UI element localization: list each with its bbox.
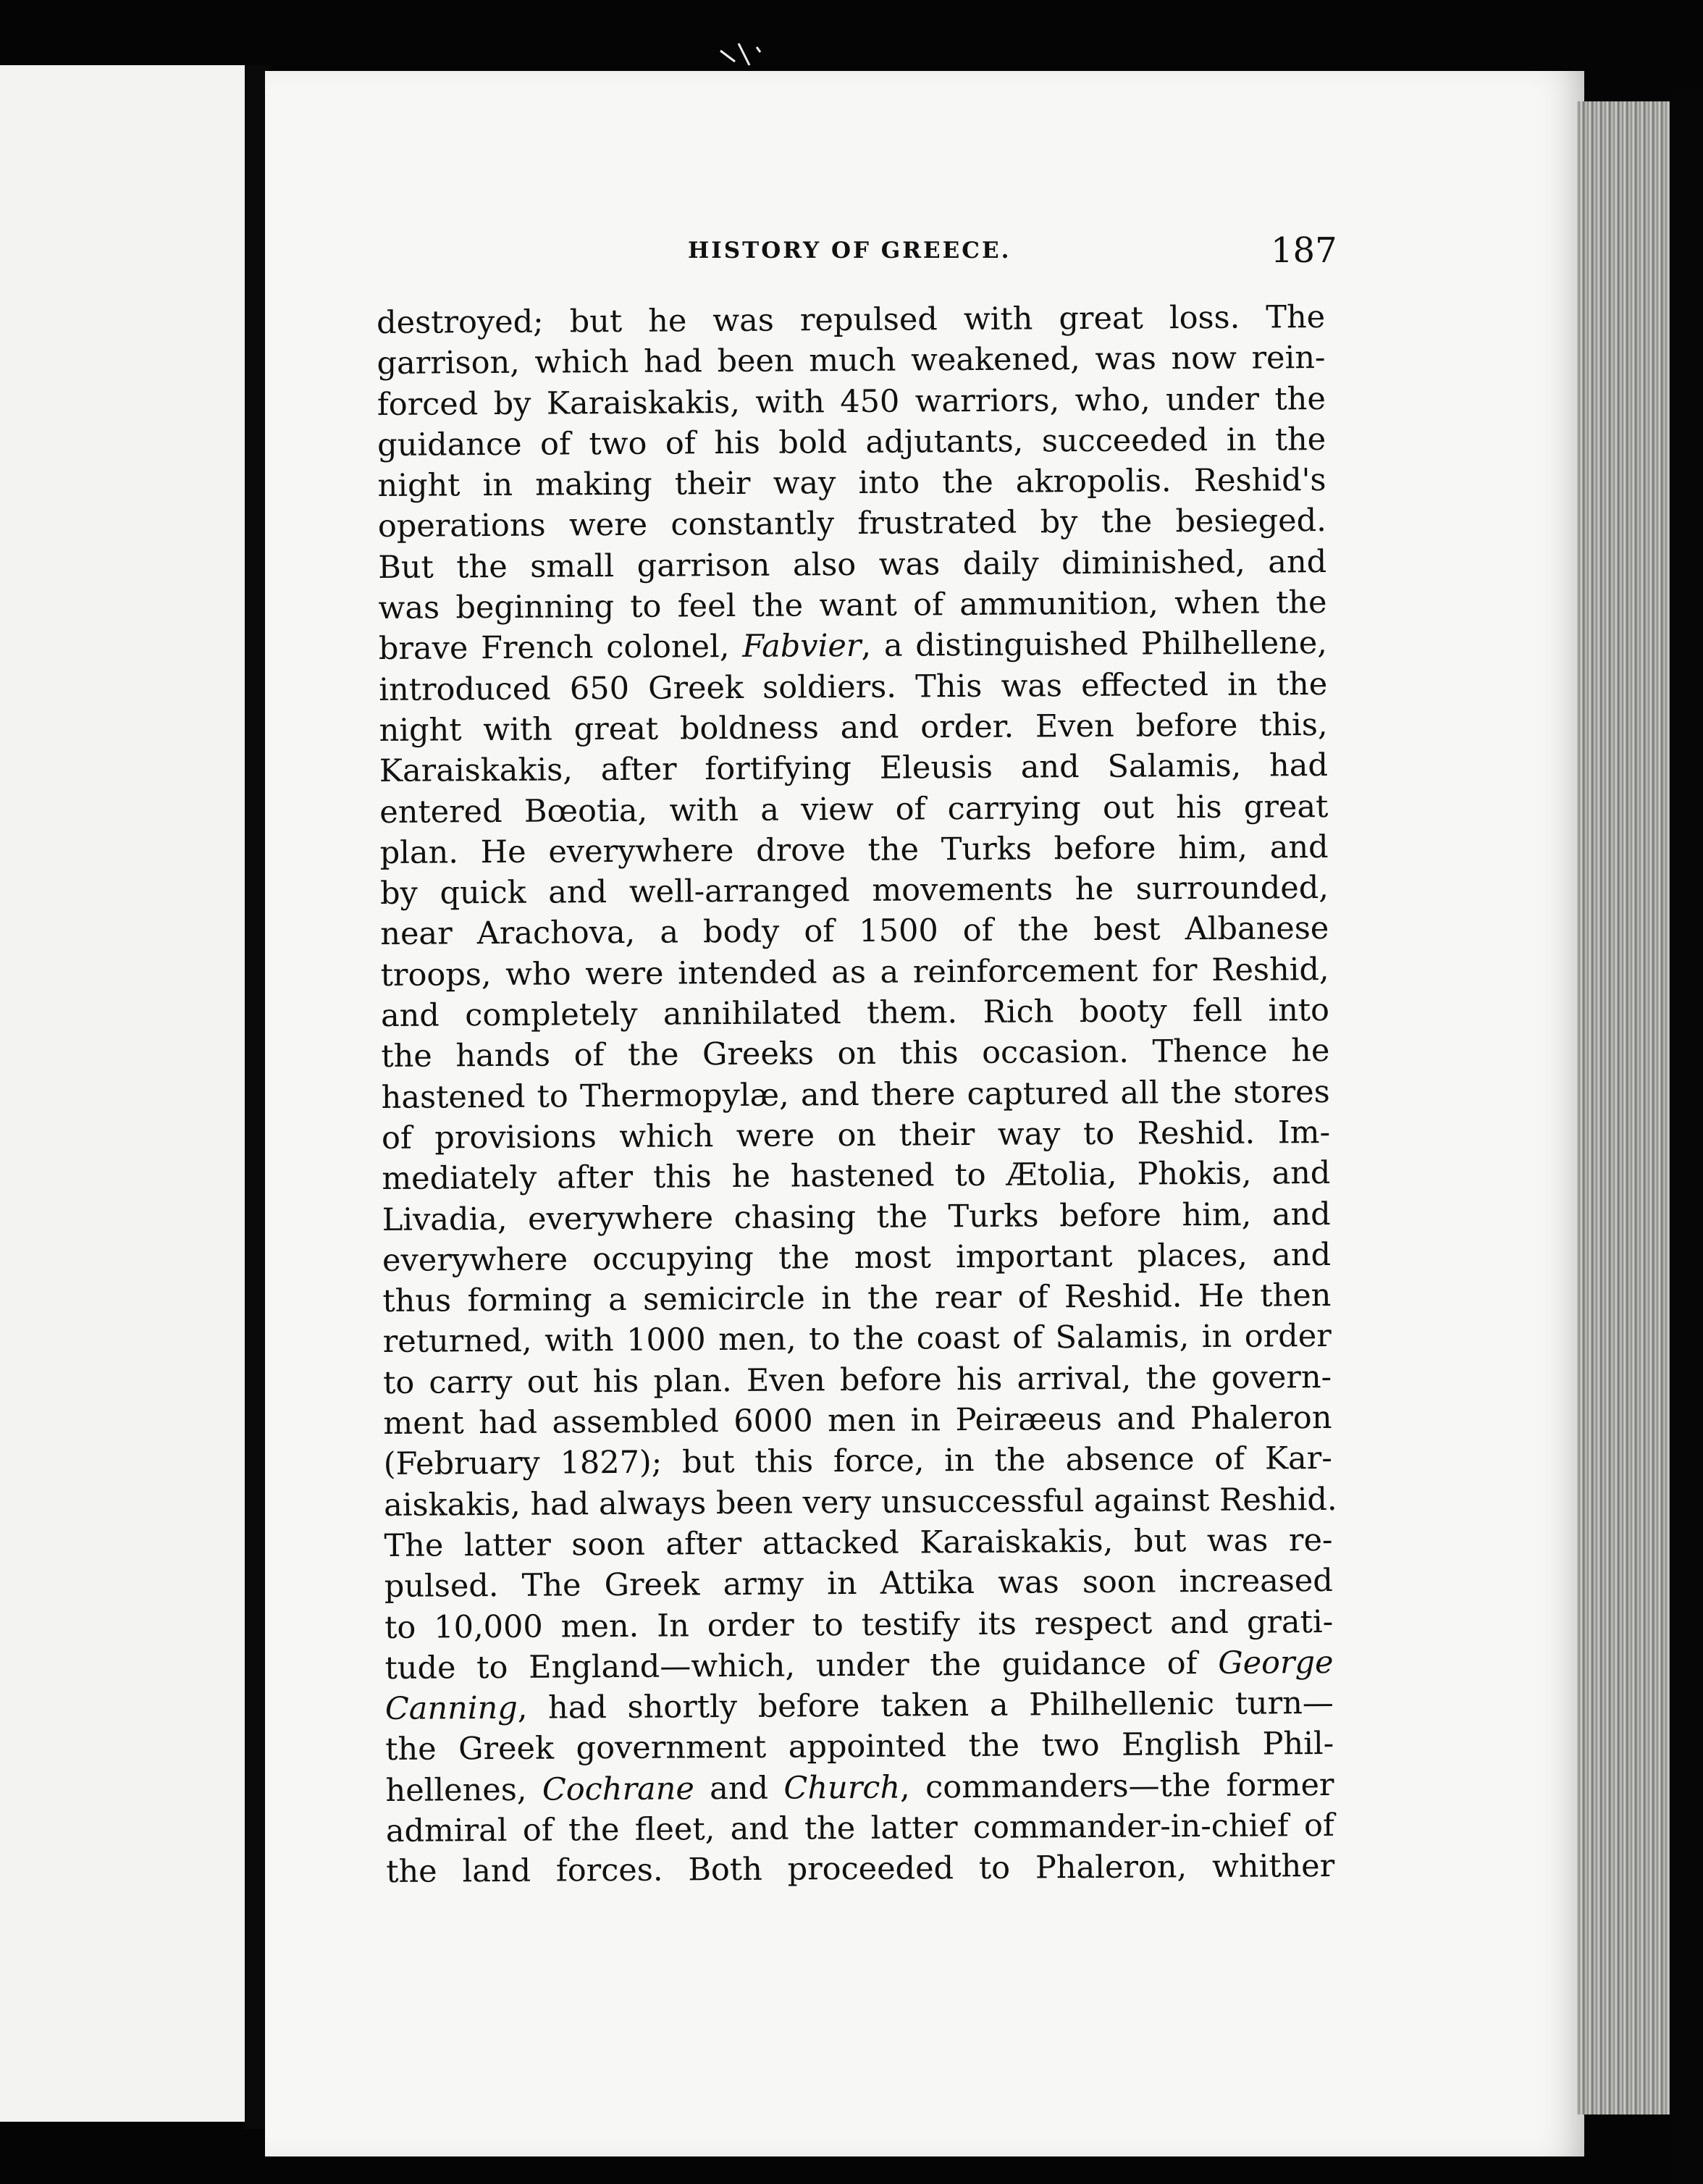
text-line: the hands of the Greeks on this occasion. Thence he — [381, 1033, 1330, 1075]
text-line: near Arachova, a body of 1500 of the best Albanese — [380, 910, 1329, 953]
text-line: forced by Karaiskakis, with 450 warriors, who, under the — [377, 380, 1326, 423]
text-line: admiral of the fleet, and the latter commander-in-chief of — [385, 1807, 1335, 1849]
text-line: destroyed; but he was repulsed with great loss. The — [377, 298, 1326, 341]
text-line: night with great boldness and order. Even before this, — [379, 706, 1328, 749]
text-line: troops, who were intended as a reinforcement for Reshid, — [380, 951, 1329, 994]
text-line: and completely annihilated them. Rich booty fell into — [380, 992, 1330, 1035]
text-line: Karaiskakis, after fortifying Eleusis and Salamis, had — [379, 747, 1329, 790]
page-number: 187 — [1271, 230, 1337, 271]
text-line: (February 1827); but this force, in the absence of Kar- — [383, 1440, 1332, 1483]
text-line: Livadia, everywhere chasing the Turks before him, and — [382, 1196, 1331, 1238]
text-line: garrison, which had been much weakened, was now rein- — [377, 340, 1326, 382]
page-edges — [1577, 101, 1675, 2114]
text-line: tude to England—which, under the guidance of George — [384, 1644, 1334, 1687]
previous-page — [0, 65, 245, 2122]
text-line: the Greek government appointed the two English Phil- — [385, 1726, 1334, 1768]
text-line: ment had assembled 6000 men in Peiræeus and Phaleron — [383, 1399, 1332, 1442]
text-line: was beginning to feel the want of ammunition, when the — [378, 584, 1327, 627]
text-line: The latter soon after attacked Karaiskakis, but was re- — [384, 1521, 1333, 1564]
text-line: mediately after this he hastened to Ætolia, Phokis, and — [382, 1155, 1331, 1198]
text-line: thus forming a semicircle in the rear of Reshid. He then — [382, 1277, 1332, 1320]
text-line: to 10,000 men. In order to testify its respect and grati- — [384, 1603, 1334, 1646]
text-line: But the small garrison also was daily diminished, and — [378, 543, 1327, 586]
text-line: of provisions which were on their way to Reshid. Im- — [381, 1114, 1331, 1156]
text-line: introduced 650 Greek soldiers. This was effected in the — [379, 665, 1328, 708]
scan-border — [1670, 87, 1703, 2184]
text-line: entered Bœotia, with a view of carrying out his great — [379, 788, 1329, 831]
text-line: hellenes, Cochrane and Church, commanders—the former — [385, 1766, 1334, 1809]
text-line: guidance of two of his bold adjutants, succeeded in the — [377, 421, 1326, 463]
text-line: night in making their way into the akropolis. Reshid's — [377, 462, 1326, 505]
text-line: brave French colonel, Fabvier, a distinguished Philhellene, — [378, 625, 1328, 668]
text-line: everywhere occupying the most important places, and — [382, 1236, 1332, 1279]
body-text — [377, 297, 1337, 1893]
text-line: Canning, had shortly before taken a Philhellenic turn— — [384, 1685, 1334, 1728]
text-line: pulsed. The Greek army in Attika was soon increased — [384, 1563, 1333, 1605]
text-line: the land forces. Both proceeded to Phaleron, whither — [386, 1848, 1335, 1891]
text-line: returned, with 1000 men, to the coast of Salamis, in order — [382, 1318, 1332, 1361]
text-line: plan. He everywhere drove the Turks before him, and — [379, 828, 1329, 871]
text-line: by quick and well-arranged movements he surrounded, — [379, 870, 1329, 912]
text-line: operations were constantly frustrated by the besieged. — [377, 503, 1327, 545]
running-head: HISTORY OF GREECE. — [688, 238, 1012, 264]
text-line: hastened to Thermopylæ, and there captured all the stores — [381, 1073, 1330, 1116]
text-line: aiskakis, had always been very unsuccessful against Reshid. — [383, 1481, 1337, 1524]
text-line: to carry out his plan. Even before his arrival, the govern- — [382, 1358, 1332, 1401]
